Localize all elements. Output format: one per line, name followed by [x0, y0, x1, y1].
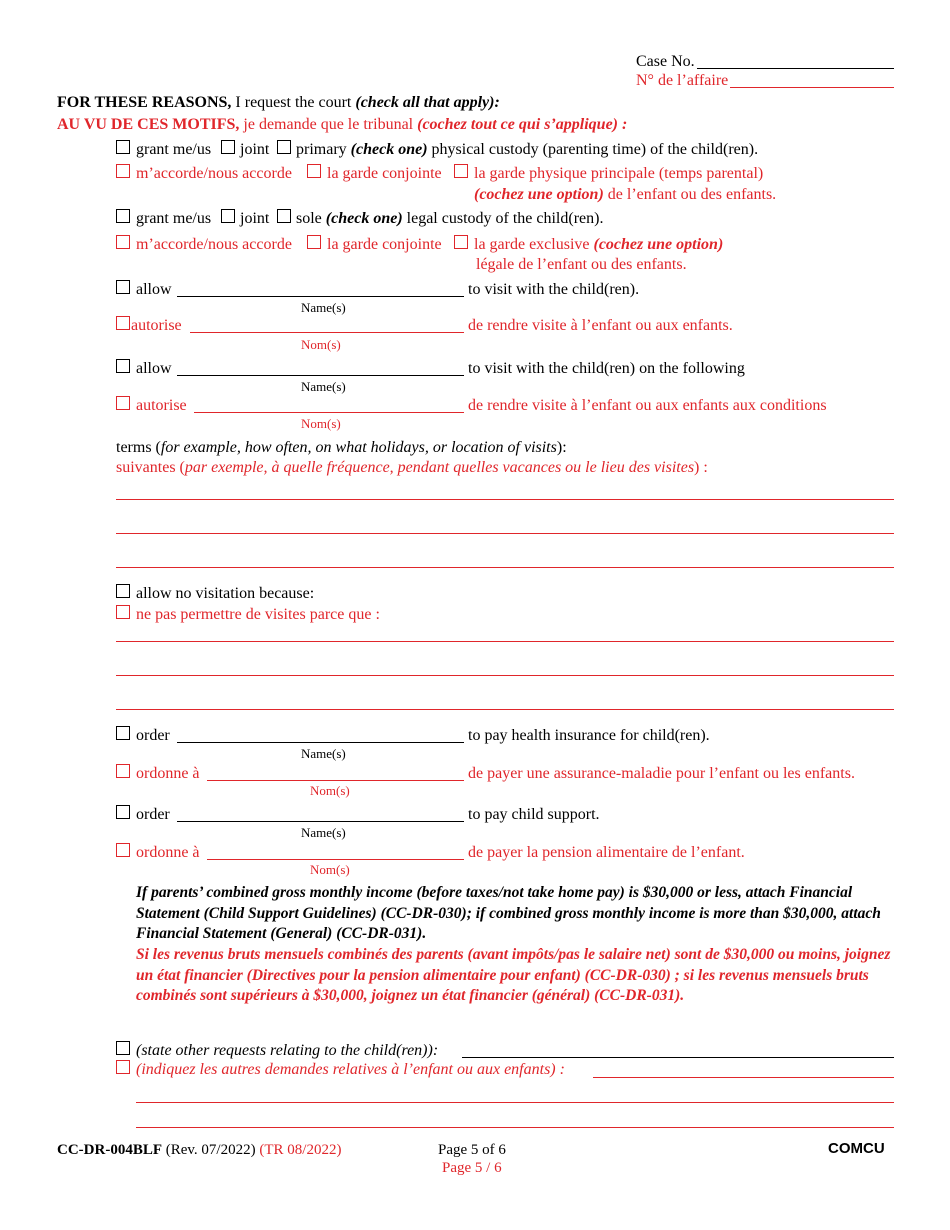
support-tail: to pay child support.	[468, 806, 600, 823]
terms-line-3[interactable]	[116, 567, 894, 568]
footer-form-id: CC-DR-004BLF (Rev. 07/2022) (TR 08/2022)	[57, 1142, 342, 1158]
physical-primary-checkbox-fr[interactable]	[454, 164, 468, 178]
other-checkbox-fr[interactable]	[116, 1060, 130, 1074]
physical-joint-checkbox-fr[interactable]	[307, 164, 321, 178]
legal-sole-checkbox-fr[interactable]	[454, 235, 468, 249]
support-tail-fr: de payer la pension alimentaire de l’enfant.	[468, 844, 745, 861]
case-no-field-fr	[730, 87, 894, 88]
physical-grant-label-fr: m’accorde/nous accorde	[136, 165, 292, 182]
income-note-fr: Si les revenus bruts mensuels combinés des parents (avant impôts/pas le salaire net) sont de $30,000 ou moins, joignez un état financier (Directives pour la pension alimentaire pour enfant) (CC-DR-030) ; si les revenus mensuels bruts combinés sont supérieurs à $30,000, joignez un état financier (général) (CC-DR-031).	[136, 946, 891, 1004]
novisit-line-1[interactable]	[116, 641, 894, 642]
terms-line-2[interactable]	[116, 533, 894, 534]
visit2-checkbox[interactable]	[116, 359, 130, 373]
visit1-allow-label-fr: autorise	[131, 317, 182, 334]
legal-grant-label-fr: m’accorde/nous accorde	[136, 236, 292, 253]
case-no-label: Case No.	[636, 53, 695, 70]
footer-page-en: Page 5 of 6	[438, 1142, 506, 1158]
case-no-label-fr: N° de l’affaire	[636, 72, 729, 89]
visit1-tail-fr: de rendre visite à l’enfant ou aux enfants.	[468, 317, 733, 334]
other-field-fr	[593, 1077, 894, 1078]
legal-grant-label: grant me/us	[136, 210, 212, 227]
physical-primary-label-fr: la garde physique principale (temps parental)	[474, 165, 764, 182]
support-names-field[interactable]	[177, 821, 464, 822]
health-order-label: order	[136, 727, 170, 744]
visit1-checkbox[interactable]	[116, 280, 130, 294]
legal-joint-checkbox[interactable]	[221, 209, 235, 223]
physical-joint-checkbox[interactable]	[221, 140, 235, 154]
physical-primary-checkbox[interactable]	[277, 140, 291, 154]
support-order-label: order	[136, 806, 170, 823]
case-no-field[interactable]	[697, 68, 894, 69]
physical-check-one-fr: (cochez une option) de l’enfant ou des enfants.	[474, 186, 777, 203]
visit2-allow-label: allow	[136, 360, 172, 377]
support-names-field-fr	[207, 859, 464, 860]
visit2-checkbox-fr[interactable]	[116, 396, 130, 410]
support-names-caption-fr: Nom(s)	[310, 862, 350, 877]
legal-sole-checkbox[interactable]	[277, 209, 291, 223]
other-field[interactable]	[462, 1057, 894, 1058]
health-names-caption-fr: Nom(s)	[310, 783, 350, 798]
physical-custody-checkbox[interactable]	[116, 140, 130, 154]
health-names-field-fr	[207, 780, 464, 781]
visit1-checkbox-fr[interactable]	[116, 316, 130, 330]
visit2-names-caption-fr: Nom(s)	[301, 416, 341, 431]
visit2-names-field-fr	[194, 412, 464, 413]
footer-page-fr: Page 5 / 6	[442, 1160, 502, 1176]
novisit-line-2[interactable]	[116, 675, 894, 676]
legal-custody-checkbox[interactable]	[116, 209, 130, 223]
visit1-names-caption: Name(s)	[301, 300, 346, 315]
health-names-field[interactable]	[177, 742, 464, 743]
intro-fr: AU VU DE CES MOTIFS, je demande que le tribunal (cochez tout ce qui s’applique) :	[57, 116, 628, 133]
visit2-names-caption: Name(s)	[301, 379, 346, 394]
physical-joint-label: joint	[240, 141, 270, 158]
novisit-line-3[interactable]	[116, 709, 894, 710]
legal-joint-label-fr: la garde conjointe	[327, 236, 442, 253]
physical-joint-label-fr: la garde conjointe	[327, 165, 442, 182]
novisit-checkbox-fr[interactable]	[116, 605, 130, 619]
physical-grant-label: grant me/us	[136, 141, 212, 158]
legal-sole-label-fr: la garde exclusive (cochez une option)	[474, 236, 724, 253]
other-checkbox[interactable]	[116, 1041, 130, 1055]
support-order-label-fr: ordonne à	[136, 844, 200, 861]
visit2-terms-fr: suivantes (par exemple, à quelle fréquence, pendant quelles vacances ou le lieu des visites) :	[116, 459, 708, 476]
legal-sole-label: sole (check one) legal custody of the child(ren).	[296, 210, 604, 227]
intro-en: FOR THESE REASONS, I request the court (check all that apply):	[57, 94, 500, 111]
support-checkbox[interactable]	[116, 805, 130, 819]
novisit-label: allow no visitation because:	[136, 585, 315, 602]
other-label-fr: (indiquez les autres demandes relatives à l’enfant ou aux enfants) :	[136, 1061, 565, 1078]
health-names-caption: Name(s)	[301, 746, 346, 761]
support-checkbox-fr[interactable]	[116, 843, 130, 857]
visit2-tail-fr: de rendre visite à l’enfant ou aux enfants aux conditions	[468, 397, 827, 414]
physical-primary-label: primary (check one) physical custody (parenting time) of the child(ren).	[296, 141, 759, 158]
income-note-en: If parents’ combined gross monthly income (before taxes/not take home pay) is $30,000 or less, attach Financial Statement (Child Support Guidelines) (CC-DR-030); if combined gross monthly income is more than $30,000, attach Financial Statement (General) (CC-DR-031).	[136, 884, 881, 942]
visit2-names-field[interactable]	[177, 375, 464, 376]
visit2-allow-label-fr: autorise	[136, 397, 187, 414]
health-order-label-fr: ordonne à	[136, 765, 200, 782]
novisit-checkbox[interactable]	[116, 584, 130, 598]
other-label: (state other requests relating to the child(ren)):	[136, 1042, 439, 1059]
health-checkbox[interactable]	[116, 726, 130, 740]
visit2-tail: to visit with the child(ren) on the following	[468, 360, 745, 377]
footer-code: COMCU	[828, 1140, 885, 1157]
support-names-caption: Name(s)	[301, 825, 346, 840]
health-tail-fr: de payer une assurance-maladie pour l’enfant ou les enfants.	[468, 765, 855, 782]
novisit-label-fr: ne pas permettre de visites parce que :	[136, 606, 380, 623]
visit1-names-caption-fr: Nom(s)	[301, 337, 341, 352]
visit1-names-field-fr	[190, 332, 464, 333]
visit1-names-field[interactable]	[177, 296, 464, 297]
legal-tail-fr: légale de l’enfant ou des enfants.	[476, 256, 687, 273]
health-tail: to pay health insurance for child(ren).	[468, 727, 710, 744]
physical-custody-checkbox-fr[interactable]	[116, 164, 130, 178]
visit1-allow-label: allow	[136, 281, 172, 298]
legal-joint-checkbox-fr[interactable]	[307, 235, 321, 249]
terms-line-1[interactable]	[116, 499, 894, 500]
other-line-2[interactable]	[136, 1127, 894, 1128]
other-line-1[interactable]	[136, 1102, 894, 1103]
visit2-terms-en: terms (for example, how often, on what holidays, or location of visits):	[116, 439, 567, 456]
visit1-tail: to visit with the child(ren).	[468, 281, 640, 298]
legal-joint-label: joint	[240, 210, 270, 227]
legal-custody-checkbox-fr[interactable]	[116, 235, 130, 249]
health-checkbox-fr[interactable]	[116, 764, 130, 778]
